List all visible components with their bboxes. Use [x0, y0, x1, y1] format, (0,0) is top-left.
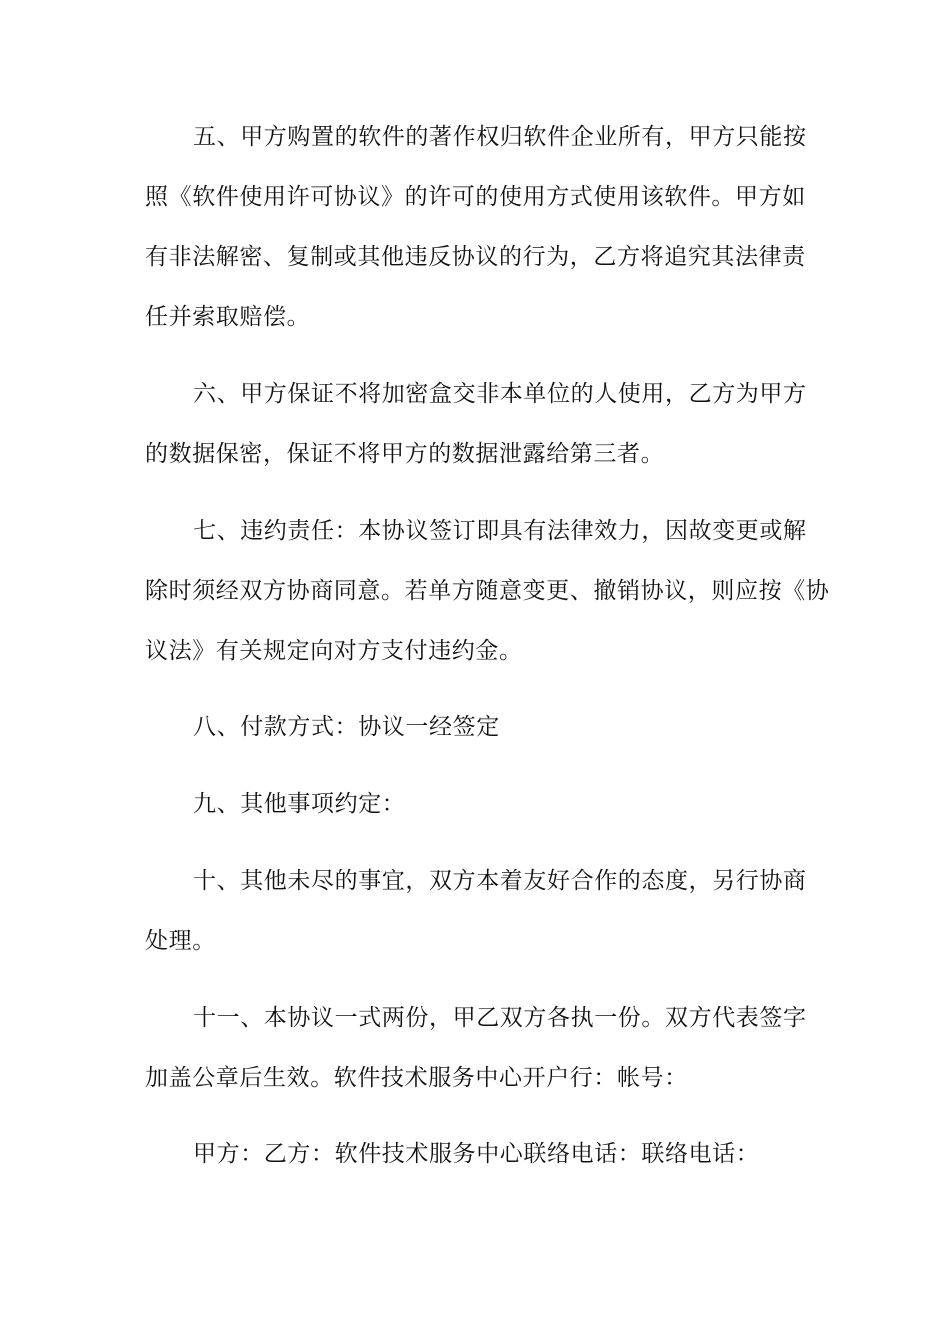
- clause-10-line-2: 处理。: [145, 928, 216, 954]
- clause-11-line-1: 十一、本协议一式两份，甲乙双方各执一份。双方代表签字: [193, 1005, 807, 1031]
- clause-5-line-3: 有非法解密、复制或其他违反协议的行为，乙方将追究其法律责: [145, 244, 806, 270]
- clause-11-line-2: 加盖公章后生效。软件技术服务中心开户行：帐号：: [145, 1065, 688, 1091]
- clause-5-line-2: 照《软件使用许可协议》的许可的使用方式使用该软件。甲方如: [145, 184, 806, 210]
- clause-7-line-2: 除时须经双方协商同意。若单方随意变更、撤销协议，则应按《协: [145, 578, 830, 604]
- clause-5-line-1: 五、甲方购置的软件的著作权归软件企业所有，甲方只能按: [193, 124, 807, 150]
- clause-5-line-4: 任并索取赔偿。: [145, 304, 311, 330]
- clause-6-line-1: 六、甲方保证不将加密盒交非本单位的人使用，乙方为甲方: [193, 381, 807, 407]
- clause-9-line-1: 九、其他事项约定：: [193, 791, 406, 817]
- clause-6-line-2: 的数据保密，保证不将甲方的数据泄露给第三者。: [145, 441, 665, 467]
- signature-line: 甲方：乙方：软件技术服务中心联络电话：联络电话：: [193, 1141, 760, 1167]
- clause-7-line-3: 议法》有关规定向对方支付违约金。: [145, 638, 523, 664]
- clause-10-line-1: 十、其他未尽的事宜，双方本着友好合作的态度，另行协商: [193, 868, 807, 894]
- clause-7-line-1: 七、违约责任：本协议签订即具有法律效力，因故变更或解: [193, 518, 807, 544]
- clause-8-line-1: 八、付款方式：协议一经签定: [193, 714, 500, 740]
